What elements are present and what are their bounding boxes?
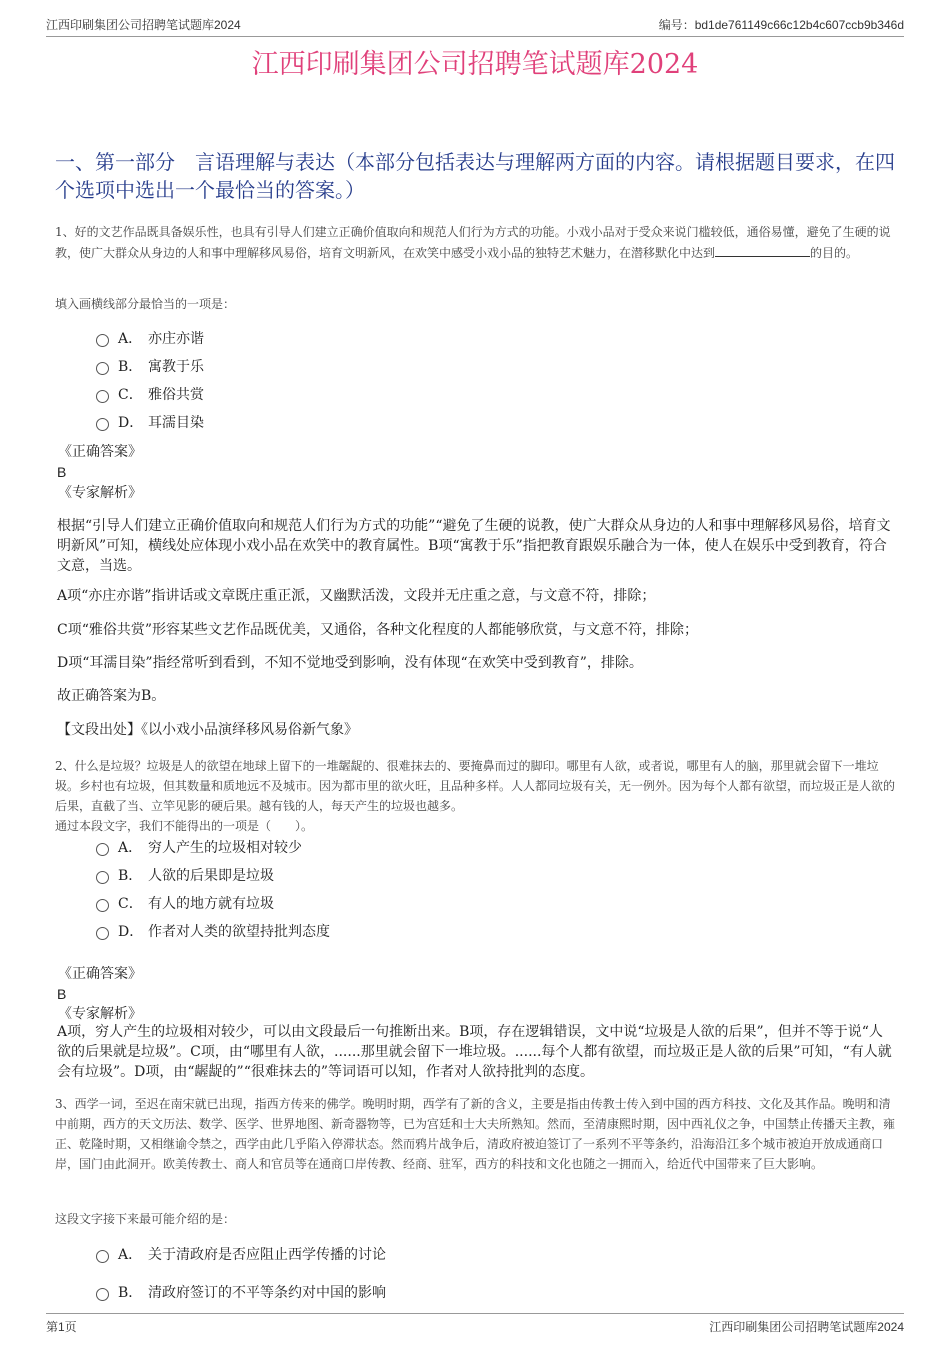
option-letter: C． <box>118 387 143 403</box>
question-3-stem: 3、西学一词，至迟在南宋就已出现，指西方传来的佛学。晚明时期，西学有了新的含义，主要是指由传教士传入到中国的西方科技、文化及其作品。晚明和清中前期，西方的天文历法、数学、医学、世界地图、新奇器物等，已为宫廷和士大夫所熟知。然而，至清康熙时期，因中西礼仪之争，中国禁止传播天主教，雍正、乾隆时期，又相继谕令禁之，西学由此几乎陷入停滞状态。然而鸦片战争后，清政府被迫签订了一系列不平等条约，沿海沿江多个城市被迫开放成通商口岸，国门由此洞开。欧美传教士、商人和官员等在通商口岸传教、经商、驻军，西方的科技和文化也随之一拥而入，给近代中国带来了巨大影响。 <box>55 1097 896 1171</box>
option-letter: B． <box>118 868 143 884</box>
radio-icon[interactable] <box>96 1250 109 1263</box>
radio-icon[interactable] <box>96 927 109 940</box>
radio-icon[interactable] <box>96 362 109 375</box>
expert-analysis-label: 《专家解析》 <box>58 485 142 501</box>
option-text: 清政府签订的不平等条约对中国的影响 <box>148 1285 386 1301</box>
question-2-option-a[interactable] <box>96 838 302 858</box>
option-text: 亦庄亦谐 <box>148 331 204 347</box>
option-letter: B． <box>118 1285 143 1301</box>
question-1-option-a[interactable] <box>96 329 204 349</box>
header-doc-id: 编号：bd1de761149c66c12b4c607ccb9b346d <box>658 18 904 32</box>
radio-icon[interactable] <box>96 1288 109 1301</box>
correct-answer-label: 《正确答案》 <box>58 444 142 460</box>
option-letter: D． <box>118 924 144 940</box>
option-letter: A． <box>118 840 143 856</box>
header-title: 江西印刷集团公司招聘笔试题库2024 <box>46 18 241 32</box>
question-1-source: 【文段出处】《以小戏小品演绎移风易俗新气象》 <box>57 722 358 738</box>
option-text: 雅俗共赏 <box>148 387 204 403</box>
radio-icon[interactable] <box>96 390 109 403</box>
question-1-text-end: 的目的。 <box>810 246 859 260</box>
option-text: 耳濡目染 <box>148 415 204 431</box>
option-letter: A． <box>118 331 143 347</box>
radio-icon[interactable] <box>96 871 109 884</box>
radio-icon[interactable] <box>96 899 109 912</box>
expert-analysis-label: 《专家解析》 <box>58 1006 142 1022</box>
option-text: 穷人产生的垃圾相对较少 <box>148 840 302 856</box>
option-text: 有人的地方就有垃圾 <box>148 896 274 912</box>
option-text: 人欲的后果即是垃圾 <box>148 868 274 884</box>
page-title: 江西印刷集团公司招聘笔试题库2024 <box>251 49 699 80</box>
question-1-option-b[interactable] <box>96 357 204 377</box>
section-heading: 一、第一部分 言语理解与表达（本部分包括表达与理解两方面的内容。请根据题目要求，在四个选项中选出一个最恰当的答案。） <box>55 150 895 202</box>
page-footer <box>46 1313 904 1336</box>
question-1-analysis: D项“耳濡目染”指经常听到看到，不知不觉地受到影响，没有体现“在欢笑中受到教育”，排除。 <box>57 655 643 671</box>
question-1-prompt: 填入画横线部分最恰当的一项是： <box>55 297 236 311</box>
question-3-option-a[interactable] <box>96 1245 386 1265</box>
question-1-analysis: 故正确答案为B。 <box>57 688 166 704</box>
question-1-analysis: C项“雅俗共赏”形容某些文艺作品既优美，又通俗，各种文化程度的人都能够欣赏，与文意不符，排除； <box>57 622 699 638</box>
radio-icon[interactable] <box>96 334 109 347</box>
option-letter: B． <box>118 359 143 375</box>
question-2-option-c[interactable] <box>96 894 274 914</box>
page-number: 第1页 <box>46 1320 77 1334</box>
question-1-analysis: 根据“引导人们建立正确价值取向和规范人们行为方式的功能”“避免了生硬的说教，使广大群众从身边的人和事中理解移风易俗，培育文明新风”可知，横线处应体现小戏小品在欢笑中的教育属性。B项“寓教于乐”指把教育跟娱乐融合为一体，使人在娱乐中受到教育，符合文意，当选。 <box>57 518 891 574</box>
question-1-analysis: A项“亦庄亦谐”指讲话或文章既庄重正派，又幽默活泼，文段并无庄重之意，与文意不符，排除； <box>57 588 656 604</box>
question-1-option-c[interactable] <box>96 385 204 405</box>
option-letter: C． <box>118 896 143 912</box>
radio-icon[interactable] <box>96 418 109 431</box>
question-1-stem <box>55 222 895 263</box>
question-2-analysis: A项，穷人产生的垃圾相对较少，可以由文段最后一句推断出来。B项，存在逻辑错误，文中说“垃圾是人欲的后果”，但并不等于说“人欲的后果就是垃圾”。C项，由“哪里有人欲，......那里就会留下一堆垃圾。......每个人都有欲望，而垃圾正是人欲的后果”可知，“有人就会有垃圾”。D项，由“龌龊的”“很难抹去的”等词语可以知，作者对人欲持批判的态度。 <box>57 1024 892 1080</box>
answer-blank <box>715 242 810 257</box>
footer-title: 江西印刷集团公司招聘笔试题库2024 <box>709 1320 904 1334</box>
page-header <box>46 14 904 37</box>
question-2-answer: B <box>57 986 67 1002</box>
question-1-answer: B <box>57 464 67 480</box>
question-1-option-d[interactable] <box>96 413 204 433</box>
question-2-option-d[interactable] <box>96 922 330 942</box>
radio-icon[interactable] <box>96 843 109 856</box>
option-text: 寓教于乐 <box>148 359 204 375</box>
option-letter: A． <box>118 1247 143 1263</box>
option-text: 作者对人类的欲望持批判态度 <box>148 924 330 940</box>
question-2-prompt: 通过本段文字，我们不能得出的一项是（ ）。 <box>55 819 314 833</box>
option-letter: D． <box>118 415 144 431</box>
question-2-stem: 2、什么是垃圾？垃圾是人的欲望在地球上留下的一堆龌龊的、很难抹去的、要掩鼻而过的脚印。哪里有人欲，或者说，哪里有人的脑，那里就会留下一堆垃圾。乡村也有垃圾，但其数量和质地远不及城市。因为都市里的欲火旺，且品种多样。人人都同垃圾有关，无一例外。因为每个人都有欲望，而垃圾正是人欲的后果，直截了当、立竿见影的硬后果。越有钱的人，每天产生的垃圾也越多。 <box>55 759 896 813</box>
correct-answer-label: 《正确答案》 <box>58 966 142 982</box>
option-text: 关于清政府是否应阻止西学传播的讨论 <box>148 1247 386 1263</box>
question-3-prompt: 这段文字接下来最可能介绍的是： <box>55 1212 236 1226</box>
question-2-option-b[interactable] <box>96 866 274 886</box>
question-1-text: 1、好的文艺作品既具备娱乐性，也具有引导人们建立正确价值取向和规范人们行为方式的功能。小戏小品对于受众来说门槛较低，通俗易懂，避免了生硬的说教，使广大群众从身边的人和事中理解移风易俗，培育文明新风，在欢笑中感受小戏小品的独特艺术魅力，在潜移默化中达到 <box>55 225 891 260</box>
question-3-option-b[interactable] <box>96 1283 386 1303</box>
